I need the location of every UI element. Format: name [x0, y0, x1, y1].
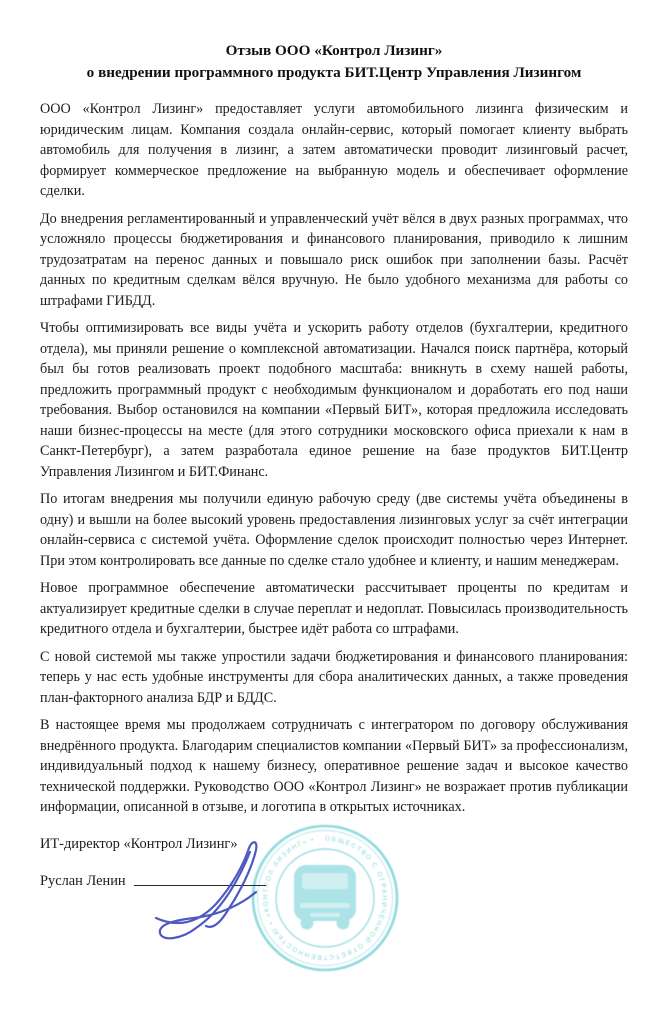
signer-position: ИТ-директор «Контрол Лизинг» [40, 835, 238, 852]
signer-name-row [40, 871, 628, 891]
document-title [40, 40, 628, 84]
signature-line [134, 885, 266, 886]
document-title-line1: Отзыв ООО «Контрол Лизинг» [225, 42, 443, 59]
paragraph-conclusion: В настоящее время мы продолжаем сотрудничать с интегратором по договору обслуживания внедрённого продукта. Благодарим специалистов компании «Первый БИТ» за профессионализм, индивидуальный подход к нашему бизнесу, оперативное решение задач и высокое качество технической поддержки. Руководство ООО «Контрол Лизинг» не возражает против публикации информации, описанной в отзыве, и логотипа в открытых источниках. [40, 717, 628, 815]
paragraph-implementation-results: По итогам внедрения мы получили единую рабочую среду (две системы учёта объединены в одну) и вышли на более высокий уровень предоставления лизинговых услуг за счёт интеграции онлайн-сервиса с системой учёта. Оформление сделок происходит полностью через Интернет. При этом контролировать все данные по сделке стало удобнее и клиенту, и нашим менеджерам. [40, 491, 628, 569]
signer-name: Руслан Ленин [40, 872, 126, 889]
paragraph-partner-search: Чтобы оптимизировать все виды учёта и ускорить работу отделов (бухгалтерии, кредитного отдела), мы приняли решение о комплексной автоматизации. Начался поиск партнёра, который был бы готов реализовать проект подобного масштаба: вникнуть в схему нашей работы, предложить программный продукт с необходимым функционалом и доработать его под наши требования. Выбор остановился на компании «Первый БИТ», которая предложила исследовать наши бизнес-процессы на месте (для этого сотрудники московского офиса приехали к нам в Санкт-Петербург), а затем разработала единое решение на базе продуктов БИТ.Центр Управления Лизингом и БИТ.Финанс. [40, 320, 628, 480]
paragraph-software-benefits: Новое программное обеспечение автоматически рассчитывает проценты по кредитам и актуализирует кредитные сделки в случае переплат и недоплат. Повысилась производительность кредитного отдела и бухгалтерии, быстрее идёт работа со штрафами. [40, 580, 628, 637]
signature-block [40, 834, 628, 891]
stamp-ring-text: ОБЩЕСТВО С ОГРАНИЧЕННОЙ ОТВЕТСТВЕННОСТЬЮ • «КОНТРОЛ ЛИЗИНГ» • [262, 835, 388, 961]
paragraph-company-intro: ООО «Контрол Лизинг» предоставляет услуги автомобильного лизинга физическим и юридическим лицам. Компания создала онлайн-сервис, который помогает клиенту выбрать автомобиль для получения в лизинг, а затем автоматически проводит лизинговый расчет, формирует коммерческое предложение на выбранную модель и обеспечивает оформление сделки. [40, 101, 628, 199]
paragraph-before-implementation: До внедрения регламентированный и управленческий учёт вёлся в двух разных программах, что усложняло процессы бюджетирования и финансового планирования, приводило к лишним трудозатратам на перенос данных и повышало риск ошибок при заполнении базы. Расчёт данных по кредитным сделкам вёлся вручную. Не было удобного механизма для работы со штрафами ГИБДД. [40, 210, 628, 309]
paragraph-budgeting: С новой системой мы также упростили задачи бюджетирования и финансового планирования: теперь у нас есть удобные инструменты для сбора аналитических данных, а также проведения план-факторного анализа БДР и БДДС. [40, 648, 628, 706]
document-body [40, 99, 628, 818]
document-title-line2: о внедрении программного продукта БИТ.Центр Управления Лизингом [86, 64, 582, 81]
